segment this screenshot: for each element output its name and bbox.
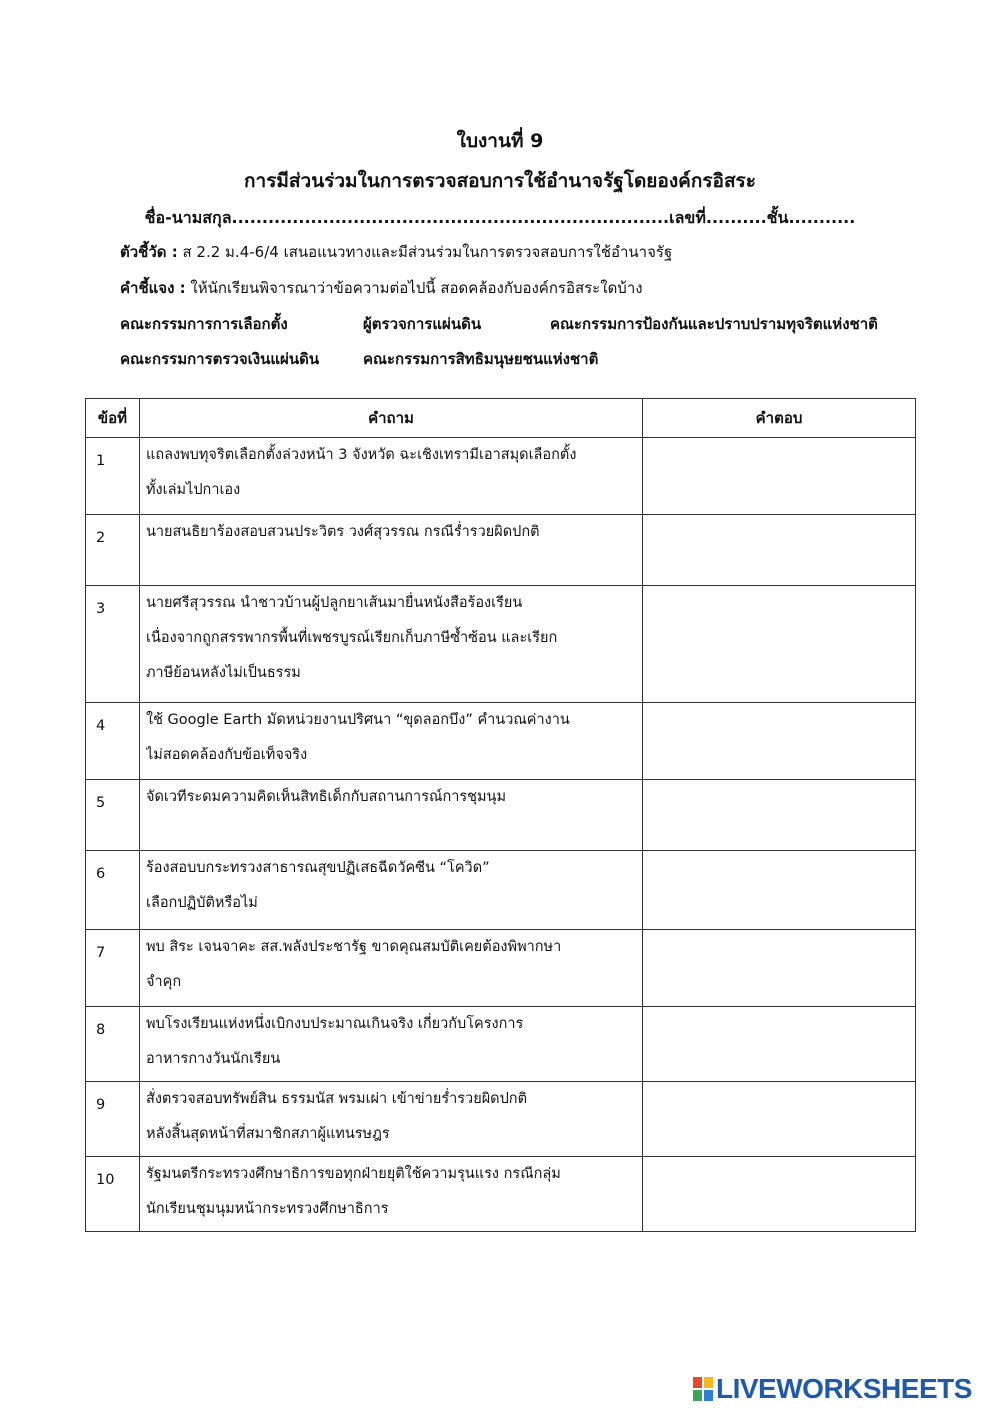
question-line: นายสนธิยาร้องสอบสวนประวิตร วงศ์สุวรรณ กรณีร่ำรวยผิดปกติ	[146, 524, 540, 540]
answer-cell[interactable]	[643, 1007, 916, 1082]
org-ombudsman: ผู้ตรวจการแผ่นดิน	[363, 315, 482, 333]
table-row	[86, 703, 916, 780]
table-row	[86, 438, 916, 515]
question-text	[140, 1007, 643, 1082]
question-text	[140, 586, 643, 703]
table-header-row	[86, 399, 916, 438]
question-line: หลังสิ้นสุดหน้าที่สมาชิกสภาผู้แทนรษฎร	[146, 1126, 390, 1142]
org-audit-commission: คณะกรรมการตรวจเงินแผ่นดิน	[120, 350, 320, 368]
header-answer: คำตอบ	[643, 399, 916, 438]
question-number: 5	[86, 780, 140, 851]
table-row	[86, 930, 916, 1007]
question-number: 9	[86, 1082, 140, 1157]
answer-cell[interactable]	[643, 851, 916, 930]
question-line: เลือกปฏิบัติหรือไม่	[146, 895, 258, 911]
instruction-text: ให้นักเรียนพิจารณาว่าข้อความต่อไปนี้ สอดคล้องกับองค์กรอิสระใดบ้าง	[185, 279, 643, 297]
question-number: 6	[86, 851, 140, 930]
header-number: ข้อที่	[86, 399, 140, 438]
question-line: เนื่องจากถูกสรรพากรพื้นที่เพชรบูรณ์เรียกเก็บภาษีซ้ำซ้อน และเรียก	[146, 630, 558, 646]
question-number: 8	[86, 1007, 140, 1082]
worksheet-subtitle: การมีส่วนร่วมในการตรวจสอบการใช้อำนาจรัฐโดยองค์กรอิสระ	[244, 170, 756, 192]
question-line: แถลงพบทุจริตเลือกตั้งล่วงหน้า 3 จังหวัด ฉะเชิงเทรามีเอาสมุดเลือกตั้ง	[146, 447, 577, 463]
question-table	[85, 398, 916, 1232]
question-number: 1	[86, 438, 140, 515]
question-line: พบ สิระ เจนจาคะ สส.พลังประชารัฐ ขาดคุณสมบัติเคยต้องพิพากษา	[146, 939, 562, 955]
question-line: นักเรียนชุมนุมหน้ากระทรวงศึกษาธิการ	[146, 1201, 389, 1217]
question-text	[140, 515, 643, 586]
question-number: 10	[86, 1157, 140, 1232]
question-text	[140, 1082, 643, 1157]
indicator-label: ตัวชี้วัด :	[120, 243, 178, 261]
question-text	[140, 780, 643, 851]
question-line: อาหารกางวันนักเรียน	[146, 1051, 281, 1067]
header-question: คำถาม	[140, 399, 643, 438]
answer-cell[interactable]	[643, 438, 916, 515]
org-human-rights-commission: คณะกรรมการสิทธิมนุษยชนแห่งชาติ	[363, 350, 599, 368]
instruction-line	[120, 276, 643, 300]
table-row	[86, 1157, 916, 1232]
answer-cell[interactable]	[643, 586, 916, 703]
question-line: นายศรีสุวรรณ นำชาวบ้านผู้ปลูกยาเส้นมายื่นหนังสือร้องเรียน	[146, 595, 523, 611]
question-number: 3	[86, 586, 140, 703]
worksheet-title: ใบงานที่ 9	[456, 130, 544, 152]
org-anti-corruption-commission: คณะกรรมการป้องกันและปราบปรามทุจริตแห่งชาติ	[550, 315, 878, 333]
question-line: ใช้ Google Earth มัดหน่วยงานปริศนา “ขุดลอกบึง” คำนวณค่างาน	[146, 712, 570, 728]
answer-cell[interactable]	[643, 780, 916, 851]
question-line: สั่งตรวจสอบทรัพย์สิน ธรรมนัส พรมเผ่า เข้าข่ายร่ำรวยผิดปกติ	[146, 1091, 528, 1107]
question-line: ทั้งเล่มไปกาเอง	[146, 482, 241, 498]
question-text	[140, 703, 643, 780]
liveworksheets-logo-icon	[692, 1376, 714, 1402]
question-line: ร้องสอบบกระทรวงสาธารณสุขปฏิเสธฉีดวัคซีน “โควิด”	[146, 860, 490, 876]
question-text	[140, 1157, 643, 1232]
table-row	[86, 851, 916, 930]
answer-cell[interactable]	[643, 515, 916, 586]
question-number: 7	[86, 930, 140, 1007]
indicator-line	[120, 240, 672, 264]
table-row	[86, 586, 916, 703]
question-line: รัฐมนตรีกระทรวงศึกษาธิการขอทุกฝ่ายยุติใช้ความรุนแรง กรณีกลุ่ม	[146, 1166, 561, 1182]
student-name-line: ชื่อ-นามสกุล........................................................................เลขที่..........ชั้น...........	[144, 208, 856, 227]
question-text	[140, 930, 643, 1007]
question-line: จำคุก	[146, 974, 182, 990]
answer-cell[interactable]	[643, 703, 916, 780]
question-line: ภาษีย้อนหลังไม่เป็นธรรม	[146, 665, 301, 681]
instruction-label: คำชี้แจง :	[120, 279, 186, 297]
liveworksheets-logo-text: LIVEWORKSHEETS	[716, 1373, 972, 1404]
question-number: 2	[86, 515, 140, 586]
question-line: จัดเวทีระดมความคิดเห็นสิทธิเด็กกับสถานการณ์การชุมนุม	[146, 789, 507, 805]
table-row	[86, 1082, 916, 1157]
liveworksheets-logo	[692, 1372, 972, 1406]
table-row	[86, 780, 916, 851]
table-row	[86, 515, 916, 586]
org-election-commission: คณะกรรมการการเลือกตั้ง	[120, 315, 288, 333]
question-number: 4	[86, 703, 140, 780]
question-text	[140, 851, 643, 930]
question-line: ไม่สอดคล้องกับข้อเท็จจริง	[146, 747, 308, 763]
question-line: พบโรงเรียนแห่งหนึ่งเบิกงบประมาณเกินจริง เกี่ยวกับโครงการ	[146, 1016, 524, 1032]
question-text	[140, 438, 643, 515]
indicator-text: ส 2.2 ม.4-6/4 เสนอแนวทางและมีส่วนร่วมในการตรวจสอบการใช้อำนาจรัฐ	[177, 243, 673, 261]
answer-cell[interactable]	[643, 930, 916, 1007]
answer-cell[interactable]	[643, 1082, 916, 1157]
table-row	[86, 1007, 916, 1082]
answer-cell[interactable]	[643, 1157, 916, 1232]
